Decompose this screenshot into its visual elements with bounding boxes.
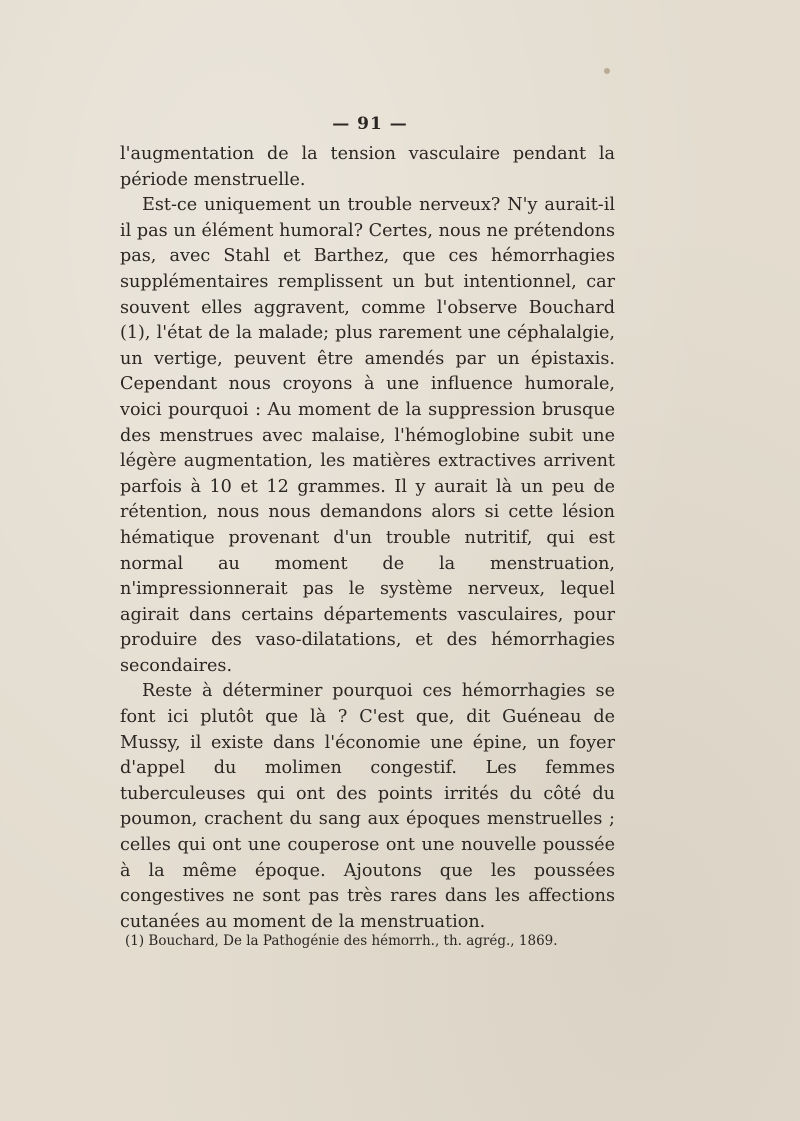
- body-text: [120, 142, 615, 935]
- page-number: — 91 —: [332, 114, 408, 134]
- footnote: (1) Bouchard, De la Pathogénie des hémorrh., th. agrég., 1869.: [125, 933, 558, 949]
- paper-speck: [604, 68, 610, 74]
- paragraph-2: Est-ce uniquement un trouble nerveux? N'y aurait-il il pas un élément humoral? Certes, nous ne prétendons pas, avec Stahl et Barthez, que ces hémorrhagies supplémentaires remplissent un but intentionnel, car souvent elles aggravent, comme l'observe Bouchard (1), l'état de la malade; plus rarement une céphalalgie, un vertige, peuvent être amendés par un épistaxis. Cependant nous croyons à une influence humorale, voici pourquoi : Au moment de la suppression brusque des menstrues avec malaise, l'hémoglobine subit une légère augmentation, les matières extractives arrivent parfois à 10 et 12 grammes. Il y aurait là un peu de rétention, nous nous demandons alors si cette lésion hématique provenant d'un trouble nutritif, qui est normal au moment de la menstruation, n'impressionnerait pas le système nerveux, lequel agirait dans certains départements vasculaires, pour produire des vaso-dilatations, et des hémorrhagies secondaires.: [120, 195, 615, 676]
- paragraph-1: l'augmentation de la tension vasculaire pendant la période menstruelle.: [120, 144, 615, 190]
- paragraph-3: Reste à déterminer pourquoi ces hémorrhagies se font ici plutôt que là ? C'est que, dit Guéneau de Mussy, il existe dans l'économie une épine, un foyer d'appel du molimen congestif. Les femmes tuberculeuses qui ont des points irrités du côté du poumon, crachent du sang aux époques menstruelles ; celles qui ont une couperose ont une nouvelle poussée à la même époque. Ajoutons que les poussées congestives ne sont pas très rares dans les affections cutanées au moment de la menstruation.: [120, 681, 615, 932]
